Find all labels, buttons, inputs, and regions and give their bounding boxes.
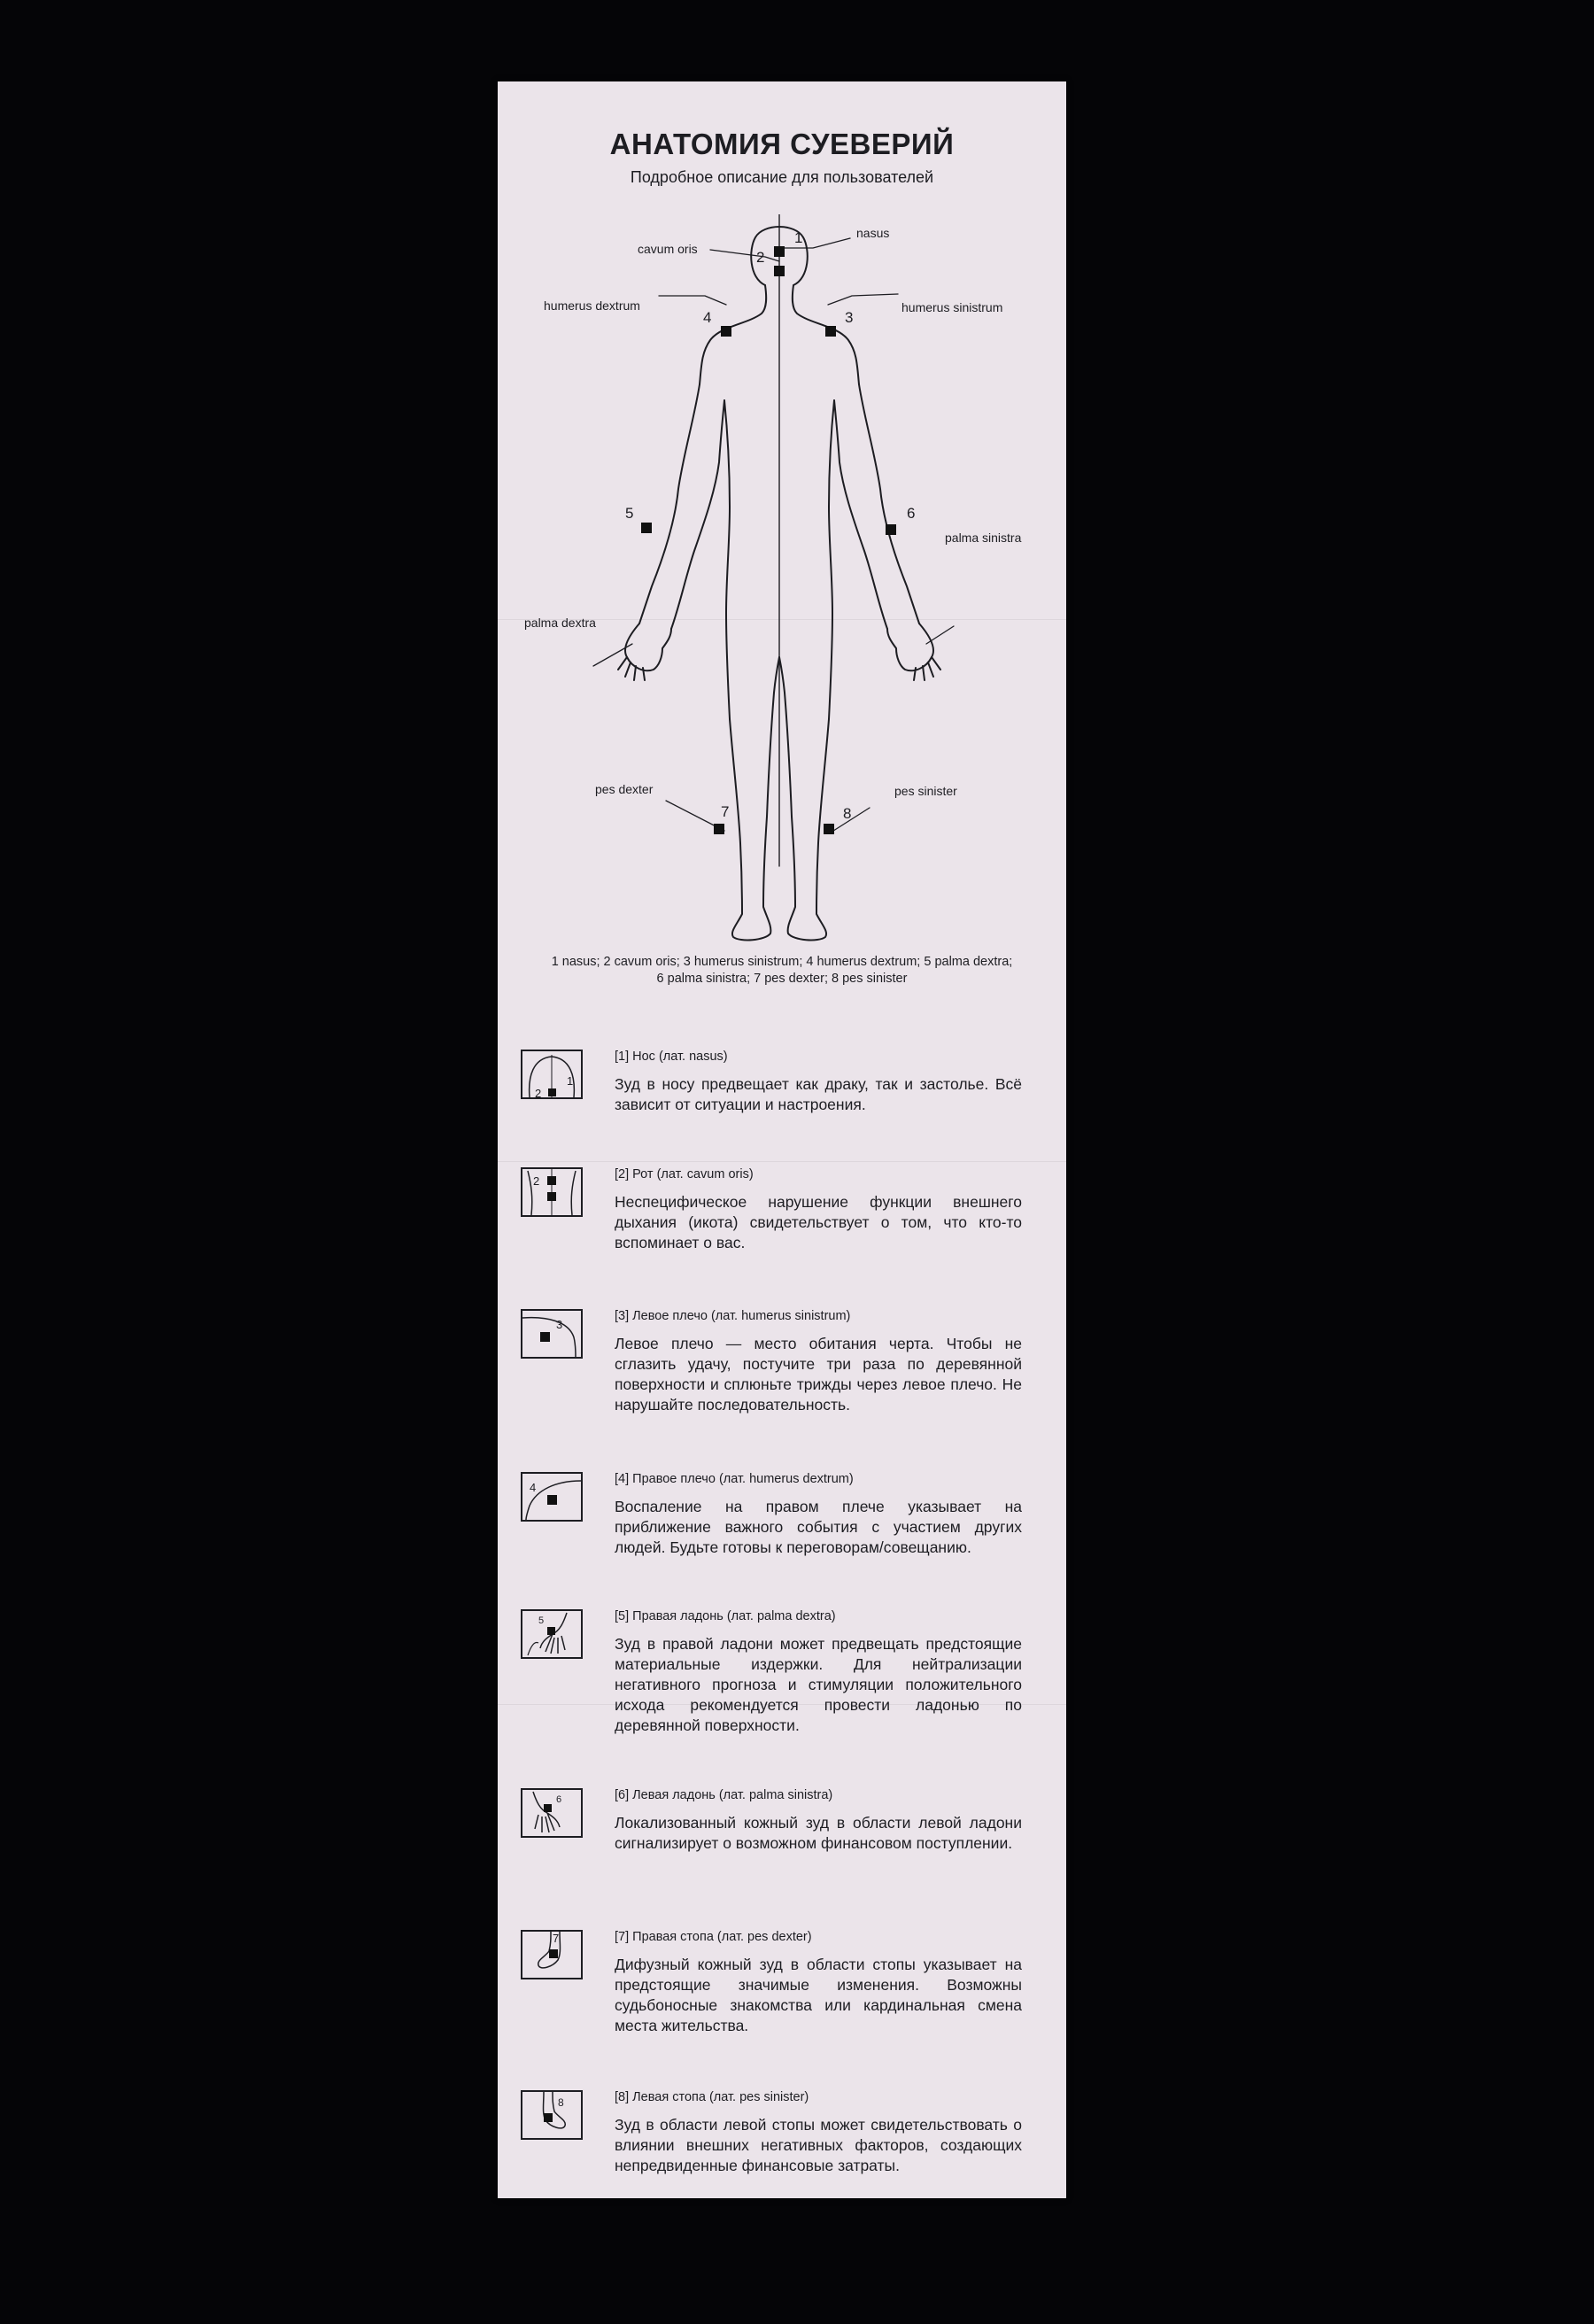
- svg-text:2: 2: [533, 1174, 540, 1188]
- marker-number: 5: [625, 505, 634, 522]
- svg-text:3: 3: [556, 1318, 563, 1331]
- svg-text:8: 8: [558, 2096, 564, 2109]
- entry-text: Воспаление на правом плече указывает на приближение важного события с участием других людей. Будьте готовы к переговорам/совещанию.: [615, 1498, 1022, 1556]
- marker-label: palma sinistra: [945, 531, 1022, 545]
- marker-square-8: [824, 824, 834, 834]
- right-foot-thumbnail-icon: [521, 1930, 583, 1979]
- marker-square-6: [886, 524, 896, 535]
- body-diagram: [498, 214, 1066, 949]
- entry-heading: [1] Нос (лат. nasus): [615, 1050, 728, 1064]
- entry-heading: [3] Левое плечо (лат. humerus sinistrum): [615, 1309, 851, 1323]
- entry-heading: [6] Левая ладонь (лат. palma sinistra): [615, 1788, 833, 1802]
- entry-heading: [4] Правое плечо (лат. humerus dextrum): [615, 1472, 854, 1486]
- caption-line: 1 nasus; 2 cavum oris; 3 humerus sinistrum; 4 humerus dextrum; 5 palma dextra;: [551, 955, 1013, 969]
- entry-text: Левое плечо — место обитания черта. Чтобы не сглазить удачу, постучите три раза по деревянной поверхности и сплюньте трижды через левое плечо. Не нарушайте последовательность.: [615, 1335, 1022, 1414]
- marker-number: 2: [756, 249, 765, 266]
- entry-heading: [8] Левая стопа (лат. pes sinister): [615, 2090, 809, 2104]
- marker-square-2: [774, 266, 785, 276]
- marker-square-5: [641, 523, 652, 533]
- right-shoulder-thumbnail-icon: [521, 1472, 583, 1522]
- svg-text:1: 1: [567, 1074, 574, 1088]
- caption-line: 6 palma sinistra; 7 pes dexter; 8 pes sinister: [656, 972, 908, 986]
- left-foot-thumbnail-icon: [521, 2090, 583, 2140]
- svg-text:4: 4: [530, 1481, 537, 1494]
- page-subtitle: Подробное описание для пользователей: [630, 168, 934, 186]
- figure-caption: [519, 954, 1045, 988]
- marker-label: humerus dextrum: [544, 298, 640, 313]
- marker-square-3: [825, 326, 836, 337]
- marker-squares: [641, 246, 896, 834]
- entry-text: Зуд в носу предвещает как драку, так и застолье. Всё зависит от ситуации и настроения.: [615, 1075, 1022, 1113]
- marker-label: palma dextra: [524, 616, 596, 630]
- entry-text: Локализованный кожный зуд в области левой ладони сигнализирует о возможном финансовом поступлении.: [615, 1814, 1022, 1852]
- page-title: АНАТОМИЯ СУЕВЕРИЙ: [609, 128, 955, 160]
- marker-square-1: [774, 246, 785, 257]
- leaflet-sheet: [498, 81, 1066, 2198]
- entry-heading: [5] Правая ладонь (лат. palma dextra): [615, 1609, 836, 1623]
- entry-text: Зуд в области левой стопы может свидетельствовать о влиянии внешних негативных факторов, создающих непредвиденные финансовые затраты.: [615, 2116, 1022, 2174]
- svg-text:7: 7: [553, 1932, 560, 1945]
- marker-number: 8: [843, 805, 852, 822]
- marker-label: humerus sinistrum: [901, 300, 1003, 314]
- marker-number: 6: [907, 505, 916, 522]
- marker-label: cavum oris: [638, 242, 698, 256]
- entry-text: Зуд в правой ладони может предвещать предстоящие материальные издержки. Для нейтрализации негативного прогноза и стимуляции положительного исхода рекомендуется провести ладонью по деревянной поверхности.: [615, 1635, 1022, 1734]
- entry-heading: [7] Правая стопа (лат. pes dexter): [615, 1930, 812, 1944]
- mouth-thumbnail-icon: [521, 1167, 583, 1217]
- entry-text: Неспецифическое нарушение функции внешнего дыхания (икота) свидетельствует о том, что кто-то вспоминает о вас.: [615, 1193, 1022, 1251]
- leader-lines: [593, 238, 954, 833]
- svg-text:5: 5: [538, 1615, 545, 1626]
- marker-number: 3: [845, 309, 854, 326]
- marker-label: nasus: [856, 226, 890, 240]
- svg-text:2: 2: [535, 1087, 542, 1099]
- marker-number: 7: [721, 803, 730, 820]
- marker-number: 1: [794, 229, 803, 246]
- marker-label: pes sinister: [894, 784, 957, 798]
- entry-text: Дифузный кожный зуд в области стопы указывает на предстоящие значимые изменения. Возможны судьбоносные знакомства или кардинальная смена места жительства.: [615, 1956, 1022, 2034]
- left-shoulder-thumbnail-icon: [521, 1309, 583, 1359]
- fold-crease: [498, 1161, 1066, 1162]
- svg-text:6: 6: [556, 1794, 562, 1805]
- marker-square-7: [714, 824, 724, 834]
- left-palm-thumbnail-icon: [521, 1788, 583, 1838]
- marker-number: 4: [703, 309, 712, 326]
- nose-thumbnail-icon: [521, 1050, 583, 1099]
- marker-square-4: [721, 326, 731, 337]
- marker-label: pes dexter: [595, 782, 654, 796]
- entry-heading: [2] Рот (лат. cavum oris): [615, 1167, 754, 1181]
- right-palm-thumbnail-icon: [521, 1609, 583, 1659]
